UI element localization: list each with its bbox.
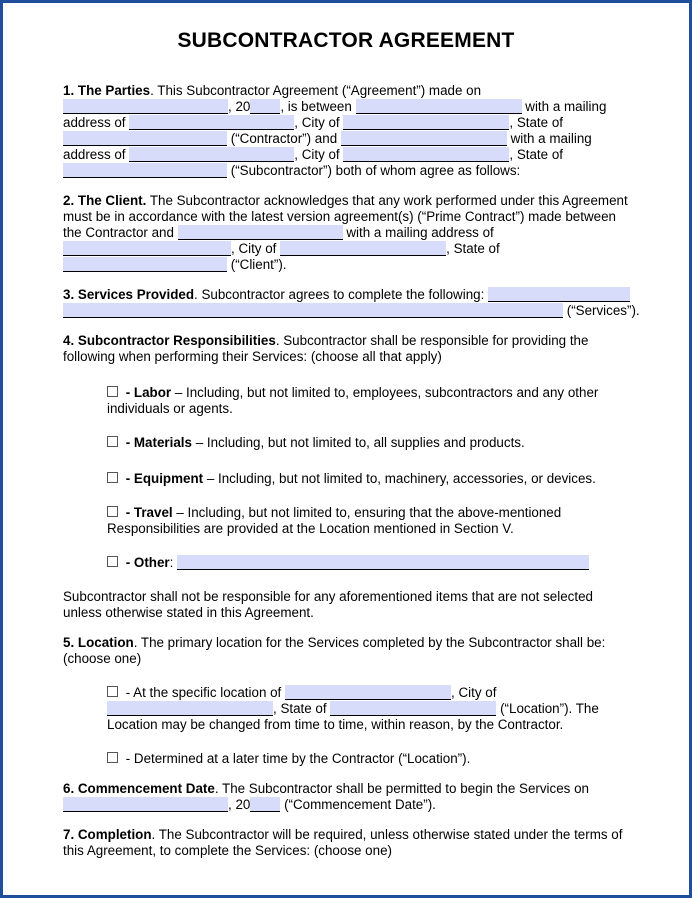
contractor-address-field[interactable]	[129, 115, 294, 130]
client-address-field[interactable]	[63, 241, 231, 256]
parties-line-4: (“Contractor”) and with a mailing	[63, 131, 643, 147]
specific-location-line-3: Location may be changed from time to time, within reason, by the Contractor.	[107, 717, 564, 732]
specific-location-option: - At the specific location of , City of	[63, 685, 643, 701]
section-4-heading: 4. Subcontractor Responsibilities	[63, 333, 276, 348]
not-responsible-line-2: unless otherwise stated in this Agreement.	[63, 605, 314, 620]
completion-line-1: 7. Completion. The Subcontractor will be required, unless otherwise stated under the terms of	[63, 827, 623, 842]
location-state-field[interactable]	[330, 701, 496, 716]
travel-checkbox[interactable]	[107, 506, 118, 517]
agreement-year-field[interactable]	[250, 99, 280, 114]
travel-option-line-2: Responsibilities are provided at the Location mentioned in Section V.	[107, 521, 514, 536]
client-state-field[interactable]	[63, 257, 227, 272]
other-option: - Other:	[63, 555, 643, 571]
materials-checkbox[interactable]	[107, 436, 118, 447]
services-field-2[interactable]	[63, 303, 563, 318]
services-line-2: (“Services”).	[63, 303, 643, 319]
location-address-field[interactable]	[285, 685, 451, 700]
section-3-heading: 3. Services Provided	[63, 287, 195, 302]
contractor-city-field[interactable]	[343, 115, 509, 130]
responsibilities-line-2: following when performing their Services: (choose all that apply)	[63, 349, 442, 364]
materials-option: - Materials – Including, but not limited to, all supplies and products.	[63, 435, 643, 451]
location-city-field[interactable]	[107, 701, 273, 716]
client-line-3: the Contractor and with a mailing address of	[63, 225, 494, 240]
section-2-heading: 2. The Client.	[63, 193, 147, 208]
commencement-line-2: , 20 (“Commencement Date”).	[63, 797, 643, 813]
parties-line-6: (“Subcontractor”) both of whom agree as follows:	[63, 163, 643, 179]
agreement-date-field[interactable]	[63, 99, 228, 114]
client-line-5: (“Client”).	[63, 257, 643, 273]
services-line-1: 3. Services Provided. Subcontractor agrees to complete the following:	[63, 287, 643, 303]
section-1-heading: 1. The Parties	[63, 83, 151, 98]
other-checkbox[interactable]	[107, 556, 118, 567]
later-location-option: - Determined at a later time by the Contractor (“Location”).	[63, 751, 643, 767]
section-6-heading: 6. Commencement Date	[63, 781, 215, 796]
equipment-option: - Equipment – Including, but not limited to, machinery, accessories, or devices.	[63, 471, 643, 487]
labor-checkbox[interactable]	[107, 386, 118, 397]
travel-option: - Travel – Including, but not limited to, ensuring that the above-mentioned	[63, 505, 643, 521]
document-title: SUBCONTRACTOR AGREEMENT	[177, 29, 515, 52]
contractor-state-field[interactable]	[63, 131, 227, 146]
parties-line-1: 1. The Parties. This Subcontractor Agreement (“Agreement”) made on	[63, 83, 482, 98]
specific-location-checkbox[interactable]	[107, 686, 118, 697]
not-responsible-line-1: Subcontractor shall not be responsible for any aforementioned items that are not selected	[63, 589, 593, 604]
commencement-date-field[interactable]	[63, 797, 228, 812]
responsibilities-line-1: 4. Subcontractor Responsibilities. Subcontractor shall be responsible for providing the	[63, 333, 589, 348]
client-city-field[interactable]	[280, 241, 446, 256]
subcontractor-city-field[interactable]	[343, 147, 509, 162]
other-field[interactable]	[177, 555, 589, 570]
equipment-checkbox[interactable]	[107, 472, 118, 483]
section-5-heading: 5. Location	[63, 635, 134, 650]
document-body	[63, 83, 643, 859]
subcontractor-address-field[interactable]	[129, 147, 294, 162]
commencement-line-1: 6. Commencement Date. The Subcontractor shall be permitted to begin the Services on	[63, 781, 589, 796]
parties-line-5: address of , City of , State of	[63, 147, 563, 162]
services-field-1[interactable]	[488, 287, 630, 302]
location-line-1: 5. Location. The primary location for the Services completed by the Subcontractor shall be:	[63, 635, 606, 650]
labor-option: - Labor – Including, but not limited to, employees, subcontractors and any other	[63, 385, 643, 401]
completion-line-2: this Agreement, to complete the Services: (choose one)	[63, 843, 392, 858]
labor-option-line-2: individuals or agents.	[107, 401, 233, 416]
section-7-heading: 7. Completion	[63, 827, 152, 842]
parties-line-2: , 20 , is between with a mailing	[63, 99, 643, 115]
later-location-checkbox[interactable]	[107, 752, 118, 763]
client-line-4: , City of , State of	[63, 241, 643, 257]
client-line-2: must be in accordance with the latest version agreement(s) (“Prime Contract”) made between	[63, 209, 616, 224]
specific-location-line-2: , State of (“Location”). The	[63, 701, 643, 717]
subcontractor-state-field[interactable]	[63, 163, 227, 178]
commencement-year-field[interactable]	[250, 797, 280, 812]
parties-line-3: address of , City of , State of	[63, 115, 563, 130]
subcontractor-name-field[interactable]	[341, 131, 507, 146]
contractor-name-field[interactable]	[356, 99, 522, 114]
location-line-2: (choose one)	[63, 651, 142, 666]
client-line-1: 2. The Client. The Subcontractor acknowledges that any work performed under this Agreement	[63, 193, 628, 208]
client-name-field[interactable]	[178, 225, 343, 240]
